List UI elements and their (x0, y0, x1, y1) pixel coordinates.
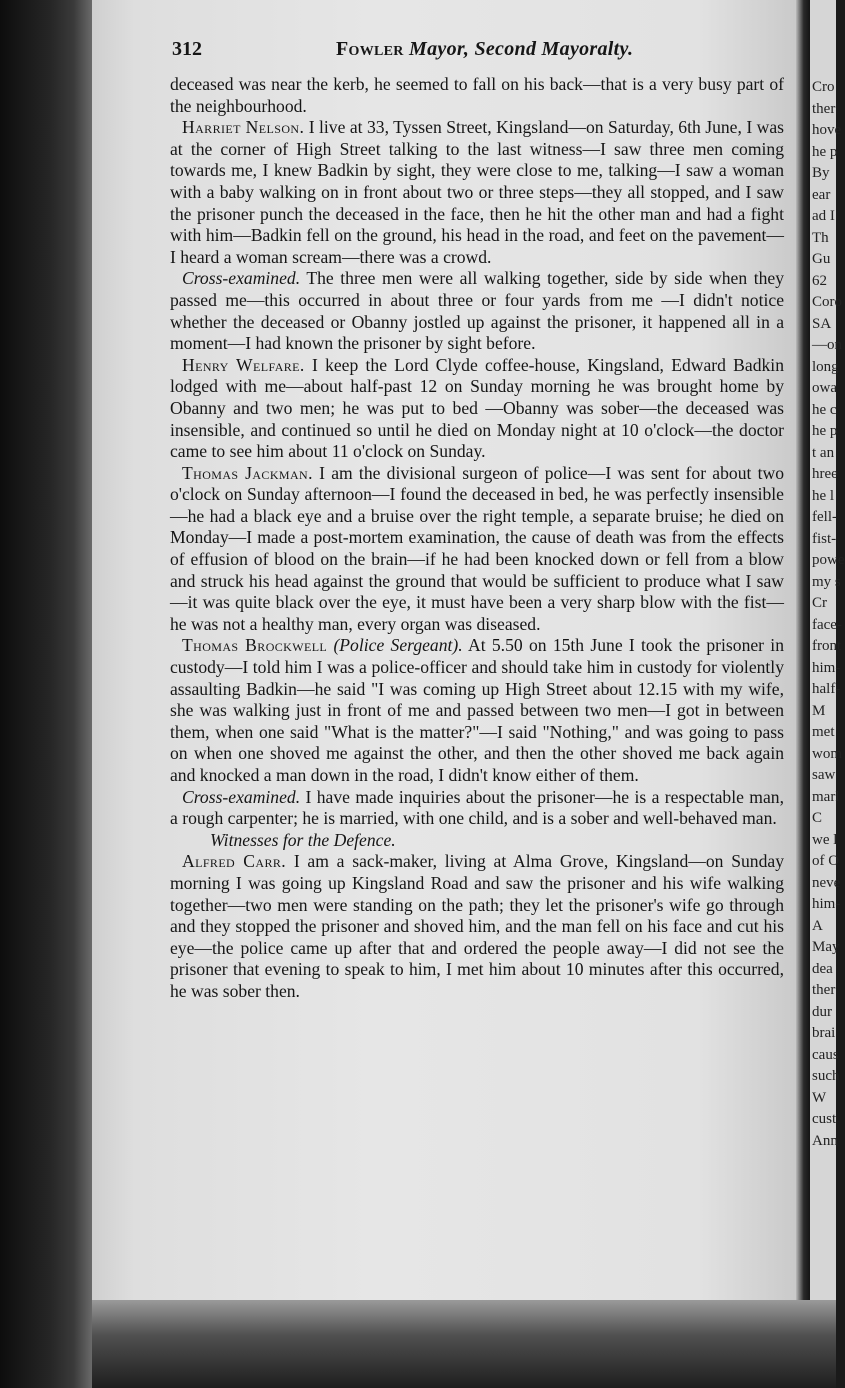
facing-page-fragment: Cro (812, 79, 835, 95)
facing-page-fragment: half- (812, 681, 841, 697)
facing-page-fragment: cust (812, 1111, 837, 1127)
paragraph-continuation (170, 74, 784, 117)
facing-page-fragment: he l (812, 487, 835, 504)
facing-page-fragment: Coro (812, 294, 842, 310)
facing-page-fragment: he p (812, 423, 838, 439)
facing-page-fragment: him- (812, 896, 841, 912)
testimony-thomas-jackman (170, 463, 784, 636)
facing-page-fragment: fell- (812, 509, 837, 525)
facing-page-fragment: Ann (812, 1132, 838, 1149)
cross-examined-label: Cross-examined. (182, 268, 301, 289)
facing-page-fragment: of O (812, 853, 840, 869)
witness-name: Thomas Brockwell (182, 635, 328, 656)
paragraph-text: deceased was near the kerb, he seemed to fall on his back—that is a very busy part of the neighbourhood. (170, 74, 784, 116)
facing-page-fragment: marl (812, 788, 840, 805)
cross-examination (170, 787, 784, 830)
running-title-name: Fowler (336, 38, 404, 60)
running-head (170, 34, 784, 74)
paragraph-text: I live at 33, Tyssen Street, Kingsland—on Saturday, 6th June, I was at the corner of High Street talking to the last witness—I saw three men coming towards me, I knew Badkin by sight, they were close to me, talking—I saw a woman with a baby walking on in front about two or three steps—they all stopped, and I saw the prisoner punch the deceased in the face, then he hit the other man and had a fight with him—Badkin fell on the ground, his head in the road, and feet on the pavement—I heard a woman scream—there was a crowd. (170, 117, 784, 267)
facing-page-fragment: wom (812, 745, 842, 762)
facing-page-fragment: front (812, 638, 842, 654)
page-number: 312 (172, 38, 202, 60)
facing-page-fragment: fist- (812, 530, 837, 547)
facing-page-fragment: t an (812, 444, 835, 461)
cross-examination (170, 268, 784, 354)
facing-page-fragment: hree (812, 466, 838, 482)
facing-page-fragment: my s (812, 573, 841, 590)
paragraph-text: I keep the Lord Clyde coffee-house, Kingsland, Edward Badkin lodged with me—about half-past 12 on Sunday morning he was brought home by Obanny and two men; he was put to bed —Obanny was sober—the deceased was insensible, and continued so until he died on Monday night at 10 o'clock—the doctor came to see him about 11 o'clock on Sunday. (170, 354, 784, 462)
witness-name: Thomas Jackman. (182, 462, 313, 483)
facing-page-fragment: he c (812, 401, 837, 418)
facing-page-fragment: hove (812, 122, 842, 138)
running-title (336, 38, 633, 61)
facing-page-fragment: A (812, 917, 823, 934)
facing-page-fragment: 62 (812, 272, 827, 289)
facing-page-fragment: C (812, 810, 823, 826)
facing-page-fragment: ther (812, 982, 836, 998)
paragraph-text: I am a sack-maker, living at Alma Grove, Kingsland—on Sunday morning I was going up Kingsland Road and saw the prisoner and his wife walking together—two men were standing on the path; they let the prisoner's wife go through and they stopped the prisoner and shoved him, and the man fell on his face and cut his eye—the police came up after that and ordered the people away—I did not see the prisoner that evening to speak to him, I met him about 10 minutes after this occurred, he was sober then. (170, 851, 785, 1001)
facing-page-fragment: May (812, 939, 840, 955)
facing-page-fragment: Gu (812, 251, 831, 267)
facing-page-fragment: SA (812, 315, 832, 332)
paragraph-text: I am the divisional surgeon of police—I was sent for about two o'clock on Sunday afternoon—I found the deceased in bed, he was perfectly insensible—he had a black eye and a bruise over the right temple, a separate bruise; he died on Monday—I made a post-mortem examination, the cause of death was from the effects of effusion of blood on the brain—if he had been knocked down or fell from a blow and struck his head against the ground that would be sufficient to produce what I saw—it was quite black over the eye, it must have been a very sharp blow with the fist—he was not a healthy man, every organ was diseased. (170, 462, 784, 634)
running-title-italic: Mayor, Second Mayoralty. (409, 38, 634, 60)
facing-page-fragment: we l (812, 831, 838, 848)
facing-page-fragment: —on (812, 337, 842, 353)
book-binding-shadow (0, 0, 92, 1388)
facing-page-fragment: such (812, 1068, 840, 1084)
testimony-henry-welfare (170, 355, 784, 463)
facing-page-fragment: ear (812, 186, 831, 203)
facing-page-fragment: neve (812, 874, 841, 891)
paragraph-text: The three men were all walking together, side by side when they passed me—this occurred in about three or four yards from me —I didn't notice whether the deceased or Obanny jostled up against the prisoner, it happened all in a moment—I had known the prisoner by sight before. (170, 268, 784, 354)
book-gutter (796, 0, 810, 1300)
facing-page-fragment: caus (812, 1046, 839, 1063)
facing-page-fragment: long (812, 358, 839, 375)
facing-page-fragment: dur (812, 1003, 832, 1020)
paragraph-text: I have made inquiries about the prisoner—he is a respectable man, a rough carpenter; he is married, with one child, and is a sober and well-behaved man. (170, 786, 784, 829)
facing-page-fragment: dea (812, 960, 833, 977)
facing-page-fragment: Cr (812, 595, 827, 611)
facing-page-fragment: owa (812, 380, 837, 396)
testimony-alfred-carr (170, 851, 784, 1002)
testimony-text (170, 74, 784, 1003)
witness-name: Alfred Carr. (182, 851, 287, 872)
facing-page-fragment: By (812, 165, 830, 181)
facing-page-fragment: Th (812, 229, 829, 246)
paragraph-text: At 5.50 on 15th June I took the prisoner in custody—I told him I was a police-officer and should take him in custody for violently assaulting Badkin—he said "I was coming up High Street about 12.15 with my wife, she was walking just in front of me and passed between two men—I got in between them, when one said "What is the matter?"—I said "Nothing," and was going to pass on when one shoved me against the other, and then the other shoved me back again and knocked a man down in the road, I didn't know either of them. (170, 635, 784, 785)
facing-page-fragment: he p (812, 143, 838, 160)
facing-page-fragment: M (812, 702, 826, 719)
facing-page-fragment: ad I (812, 208, 835, 224)
witness-role: (Police Sergeant). (333, 635, 463, 656)
facing-page-fragment: powe (812, 552, 845, 568)
facing-page-fragment: saw (812, 767, 836, 783)
facing-page-fragment: him- (812, 659, 841, 676)
testimony-thomas-brockwell (170, 635, 784, 786)
page-bottom-shadow (92, 1300, 836, 1388)
testimony-harriet-nelson (170, 117, 784, 268)
facing-page-fragment: ther (812, 100, 836, 117)
facing-page-fragment: W (812, 1089, 827, 1106)
facing-page-fragment: met (812, 724, 835, 740)
section-subheading: Witnesses for the Defence. (210, 829, 396, 850)
facing-page-edge (810, 0, 845, 1300)
facing-page-fragment: brai (812, 1025, 836, 1041)
page-content (170, 34, 784, 1003)
facing-page-fragment: face- (812, 616, 842, 633)
witness-name: Harriet Nelson. (182, 117, 305, 138)
cross-examined-label: Cross-examined. (182, 786, 301, 807)
witness-name: Henry Welfare. (182, 354, 305, 375)
